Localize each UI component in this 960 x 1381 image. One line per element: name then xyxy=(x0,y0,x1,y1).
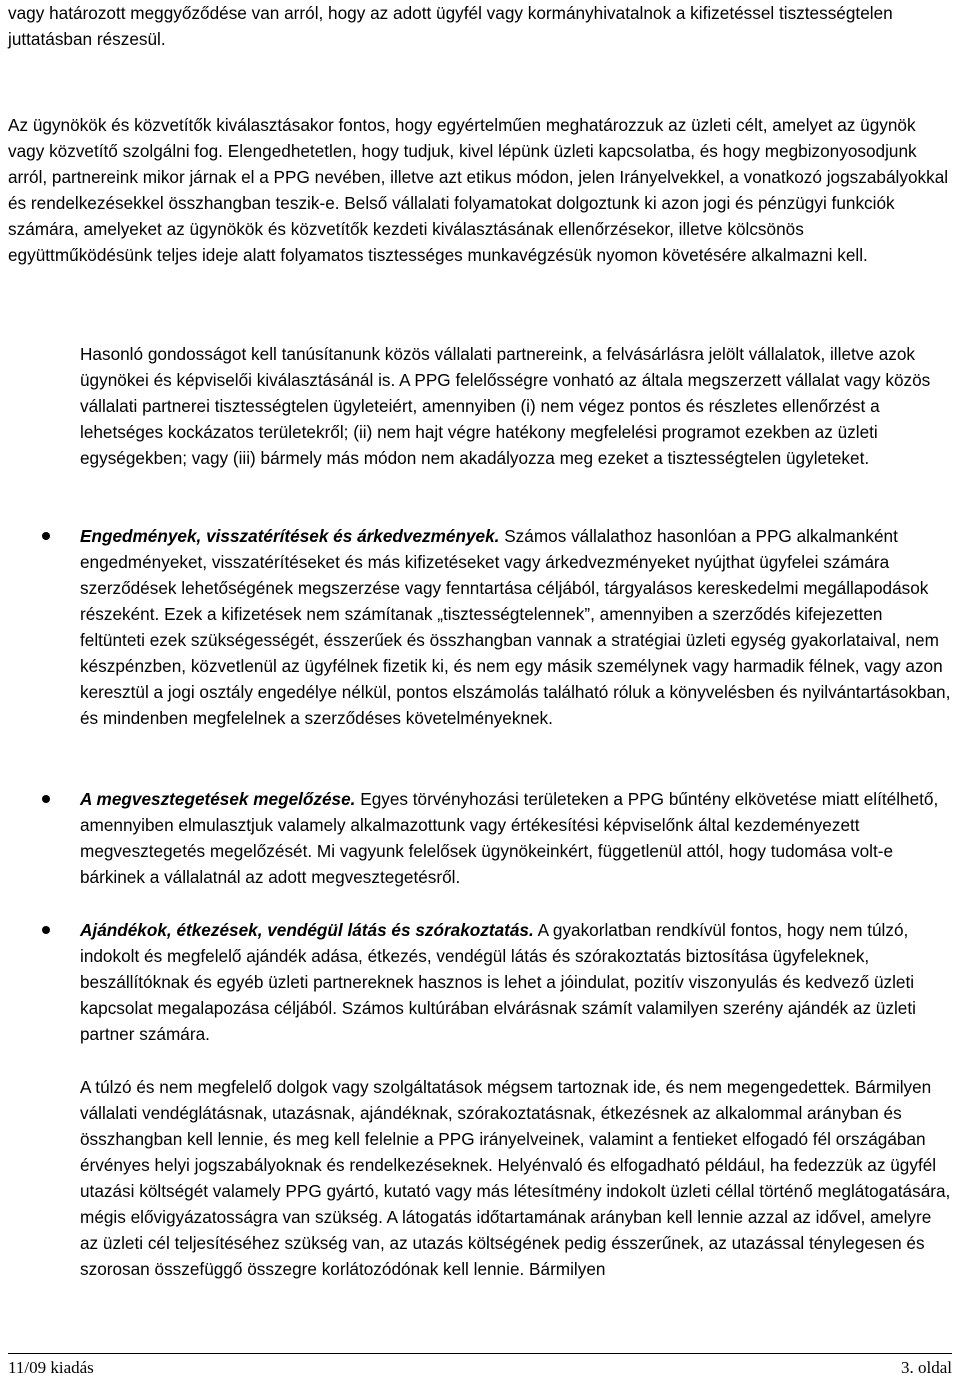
paragraph-agents-selection: Az ügynökök és közvetítők kiválasztásakor fontos, hogy egyértelműen meghatározzuk az üzleti célt, amelyet az ügynök vagy közvetítő szolgálni fog. Elengedhetetlen, hogy tudjuk, kivel lépünk üzleti kapcsolatba, és hogy megbizonyosodjunk arról, partnereink mikor járnak el a PPG nevében, illetve azt etikus módon, jelen Irányelvekkel, a vonatkozó jogszabályokkal és rendelkezésekkel összhangban teszik-e. Belső vállalati folyamatokat dolgoztunk ki azon jogi és pénzügyi funkciók számára, amelyeket az ügynökök és közvetítők kezdeti kiválasztásának ellenőrzésekor, illetve kölcsönös együttműködésünk teljes ideje alatt folyamatos tisztességes munkavégzésük nyomon követésére alkalmazni kell. xyxy=(8,115,949,265)
bullet-icon xyxy=(42,532,50,540)
bullet-discounts xyxy=(80,523,952,731)
footer-edition: 11/09 kiadás xyxy=(8,1358,94,1377)
bullet-icon xyxy=(42,795,50,803)
paragraph-due-diligence: Hasonló gondosságot kell tanúsítanunk közös vállalati partnereink, a felvásárlásra jelölt vállalatok, illetve azok ügynökei és képviselői kiválasztásánál is. A PPG felelősségre vonható az általa megszerzett vállalat vagy közös vállalati partnerei tisztességtelen ügyleteiért, amennyiben (i) nem végez pontos és részletes ellenőrzést a lehetséges kockázatos területekről; (ii) nem hajt végre hatékony megfelelési programot ezekben az üzleti egységekben; vagy (iii) bármely más módon nem akadályozza meg ezeket a tisztességtelen ügyleteket. xyxy=(80,344,931,468)
bullet-heading: A megvesztegetések megelőzése. xyxy=(80,789,356,809)
footer-divider xyxy=(8,1353,952,1354)
bullet-heading: Engedmények, visszatérítések és árkedvezmények. xyxy=(80,526,500,546)
footer-page-number: 3. oldal xyxy=(901,1358,952,1377)
paragraph-excessive-gifts: A túlzó és nem megfelelő dolgok vagy szolgáltatások mégsem tartoznak ide, és nem megengedettek. Bármilyen vállalati vendéglátásnak, utazásnak, ajándéknak, szórakoztatásnak, étkezésnek az alkalommal arányban és összhangban kell lennie, és meg kell felelnie a PPG irányelveinek, valamint a fentieket elfogadó fél országában érvényes helyi jogszabályoknak és rendelkezéseknek. Helyénvaló és elfogadható például, ha fedezzük az ügyfél utazási költségét valamely PPG gyártó, kutató vagy más létesítmény indokolt üzleti céllal történő meglátogatására, mégis elővigyázatosságra van szükség. A látogatás időtartamának arányban kell lennie azzal az idővel, amelyre az üzleti cél teljesítéséhez szükség van, az utazás költségének pedig ésszerűnek, az utazással ténylegesen és szorosan összefüggő összegre korlátozódónak kell lennie. Bármilyen xyxy=(80,1077,951,1279)
bullet-body: Számos vállalathoz hasonlóan a PPG alkalmanként engedményeket, visszatérítéseket és más kifizetéseket vagy árkedvezményeket nyújthat ügyfelei számára szerződések lehetőségének megszerzése vagy fenntartása céljából, tárgyalásos kereskedelmi megállapodások részeként. Ezek a kifizetések nem számítanak „tisztességtelennek”, amennyiben a szerződés kifejezetten feltünteti ezek szükségességét, ésszerűek és összhangban vannak a stratégiai üzleti egység gyakorlataival, nem készpénzben, közvetlenül az ügyfélnek fizetik ki, és nem egy másik személynek vagy harmadik félnek, vagy azon keresztül a jogi osztály engedélye nélkül, pontos elszámolás található róluk a könyvelésben és nyilvántartásokban, és mindenben megfelelnek a szerződéses követelményeknek. xyxy=(80,526,951,728)
bullet-icon xyxy=(42,926,50,934)
bullet-gifts xyxy=(80,917,952,1047)
bullet-body: A gyakorlatban rendkívül fontos, hogy nem túlzó, indokolt és megfelelő ajándék adása, étkezés, vendégül látás és szórakoztatás biztosítása ügyfeleknek, beszállítóknak és egyéb üzleti partnereknek hasznos is lehet a jóindulat, pozitív viszonyulás és kedvező üzleti kapcsolat megalapozása céljából. Számos kultúrában elvárásnak számít valamilyen szerény ajándék az üzleti partner számára. xyxy=(80,920,916,1044)
bullet-heading: Ajándékok, étkezések, vendégül látás és szórakoztatás. xyxy=(80,920,534,940)
paragraph-continuation: vagy határozott meggyőződése van arról, hogy az adott ügyfél vagy kormányhivatalnok a kifizetéssel tisztességtelen juttatásban részesül. xyxy=(8,3,893,49)
bullet-body: Egyes törvényhozási területeken a PPG bűntény elkövetése miatt elítélhető, amennyiben elmulasztjuk valamely alkalmazottunk vagy értékesítési képviselőnk által kezdeményezett megvesztegetés megelőzését. Mi vagyunk felelősek ügynökeinkért, függetlenül attól, hogy tudomása volt-e bárkinek a vállalatnál az adott megvesztegetésről. xyxy=(80,789,939,887)
bullet-bribery-prevention xyxy=(80,786,952,890)
